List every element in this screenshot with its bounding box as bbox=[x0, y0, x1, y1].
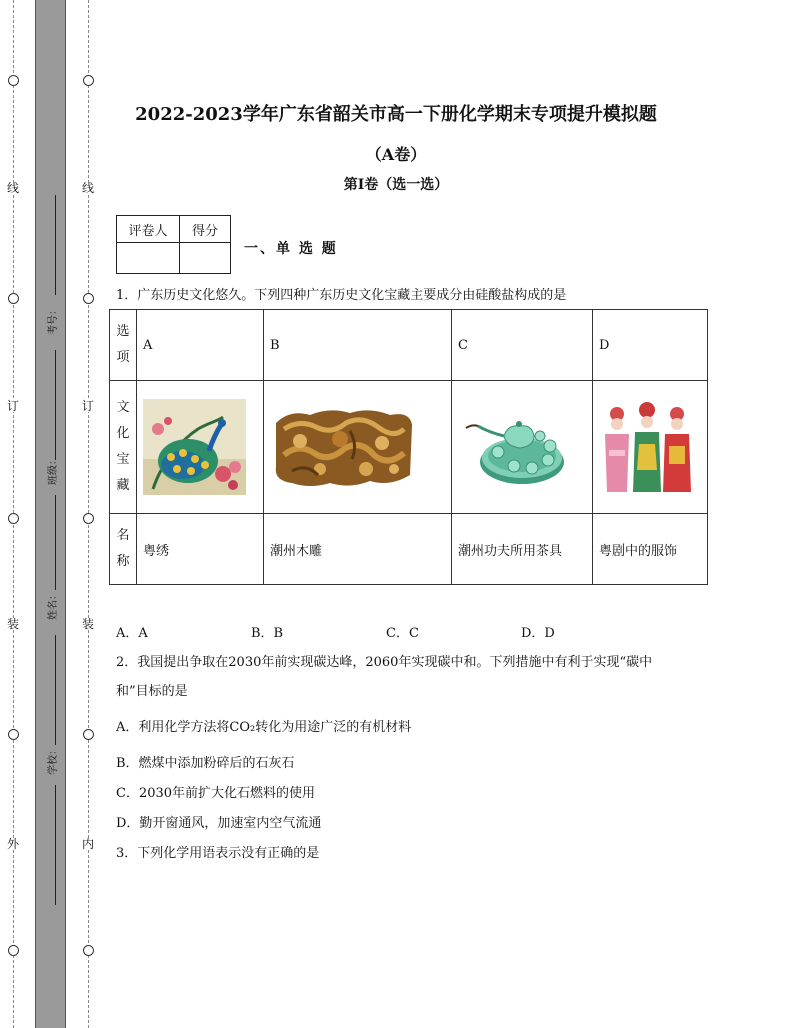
name-cell-b: 潮州木雕 bbox=[264, 514, 452, 585]
question-2-option-a[interactable]: A．利用化学方法将CO₂转化为用途广泛的有机材料 bbox=[116, 720, 412, 735]
row-head-treasure bbox=[110, 381, 137, 514]
row-head-char: 藏 bbox=[116, 478, 130, 493]
question-1-stem: 1．广东历史文化悠久。下列四种广东历史文化宝藏主要成分由硅酸盐构成的是 bbox=[116, 288, 567, 303]
question-2-option-d[interactable]: D．勤开窗通风，加速室内空气流通 bbox=[116, 816, 322, 831]
field-underline bbox=[55, 785, 57, 905]
picture-cell-d bbox=[593, 381, 708, 514]
name-cell-c: 潮州功夫所用茶具 bbox=[452, 514, 593, 585]
row-head-char: 名 bbox=[116, 528, 130, 543]
row-head-char: 宝 bbox=[116, 452, 130, 467]
option-c[interactable]: C．C bbox=[386, 626, 419, 641]
picture-cell-a bbox=[137, 381, 264, 514]
exam-title: 2022-2023学年广东省韶关市高一下册化学期末专项提升模拟题 bbox=[135, 104, 657, 125]
margin-char: 线 bbox=[82, 181, 95, 195]
binding-hole-icon bbox=[8, 75, 19, 86]
reviewer-cell bbox=[117, 243, 180, 274]
option-b[interactable]: B．B bbox=[251, 626, 284, 641]
question-2-option-c[interactable]: C．2030年前扩大化石燃料的使用 bbox=[116, 786, 316, 801]
field-underline bbox=[55, 195, 57, 295]
field-label-school: 学校： bbox=[48, 745, 59, 775]
opera-costume-icon bbox=[599, 400, 695, 494]
binding-hole-icon bbox=[83, 945, 94, 956]
name-cell-a: 粤绣 bbox=[137, 514, 264, 585]
binding-hole-icon bbox=[83, 75, 94, 86]
score-cell bbox=[180, 243, 231, 274]
score-table bbox=[116, 215, 231, 274]
gray-binding-band bbox=[35, 0, 66, 1028]
field-underline bbox=[55, 495, 57, 590]
question-1-table bbox=[109, 309, 708, 585]
margin-char: 内 bbox=[82, 837, 95, 851]
margin-char: 订 bbox=[7, 399, 20, 413]
question-2-option-b[interactable]: B．燃煤中添加粉碎后的石灰石 bbox=[116, 756, 295, 771]
part-heading: 一、单 选 题 bbox=[244, 241, 338, 257]
section-title: 第I卷（选一选） bbox=[343, 177, 449, 193]
row-head-option bbox=[110, 310, 137, 381]
field-underline bbox=[55, 350, 57, 460]
row-head-name bbox=[110, 514, 137, 585]
binding-hole-icon bbox=[83, 513, 94, 524]
col-head-d: D bbox=[593, 310, 708, 381]
field-underline bbox=[55, 635, 57, 745]
field-label-class: 班级： bbox=[48, 455, 59, 485]
field-label-name: 姓名： bbox=[48, 590, 59, 620]
question-2-stem-line1: 2．我国提出争取在2030年前实现碳达峰，2060年实现碳中和。下列措施中有利于实现“碳中 bbox=[116, 655, 653, 670]
row-head-char: 称 bbox=[116, 554, 130, 569]
score-label: 得分 bbox=[180, 216, 231, 243]
row-head-char: 选 bbox=[116, 324, 130, 339]
row-head-char: 文 bbox=[116, 400, 130, 415]
margin-char: 订 bbox=[82, 399, 95, 413]
reviewer-label: 评卷人 bbox=[117, 216, 180, 243]
row-head-char: 化 bbox=[116, 426, 130, 441]
tea-set-icon bbox=[458, 406, 568, 488]
picture-cell-b bbox=[264, 381, 452, 514]
field-label-exam-number: 考号： bbox=[48, 305, 59, 335]
binding-hole-icon bbox=[83, 293, 94, 304]
name-cell-d: 粤剧中的服饰 bbox=[593, 514, 708, 585]
peacock-embroidery-icon bbox=[143, 399, 246, 495]
margin-char: 外 bbox=[7, 837, 20, 851]
margin-char: 线 bbox=[7, 181, 20, 195]
margin-char: 装 bbox=[82, 617, 95, 631]
col-head-c: C bbox=[452, 310, 593, 381]
binding-hole-icon bbox=[8, 293, 19, 304]
picture-cell-c bbox=[452, 381, 593, 514]
row-head-char: 项 bbox=[116, 350, 130, 365]
binding-hole-icon bbox=[8, 513, 19, 524]
question-2-stem-line2: 和”目标的是 bbox=[116, 684, 188, 699]
binding-hole-icon bbox=[83, 729, 94, 740]
question-3-stem: 3．下列化学用语表示没有正确的是 bbox=[116, 846, 320, 861]
margin-char: 装 bbox=[7, 617, 20, 631]
binding-hole-icon bbox=[8, 945, 19, 956]
col-head-a: A bbox=[137, 310, 264, 381]
exam-subtitle: （A卷） bbox=[365, 145, 427, 164]
option-a[interactable]: A．A bbox=[116, 626, 148, 641]
binding-hole-icon bbox=[8, 729, 19, 740]
wood-carving-icon bbox=[270, 405, 416, 489]
option-d[interactable]: D．D bbox=[521, 626, 555, 641]
col-head-b: B bbox=[264, 310, 452, 381]
